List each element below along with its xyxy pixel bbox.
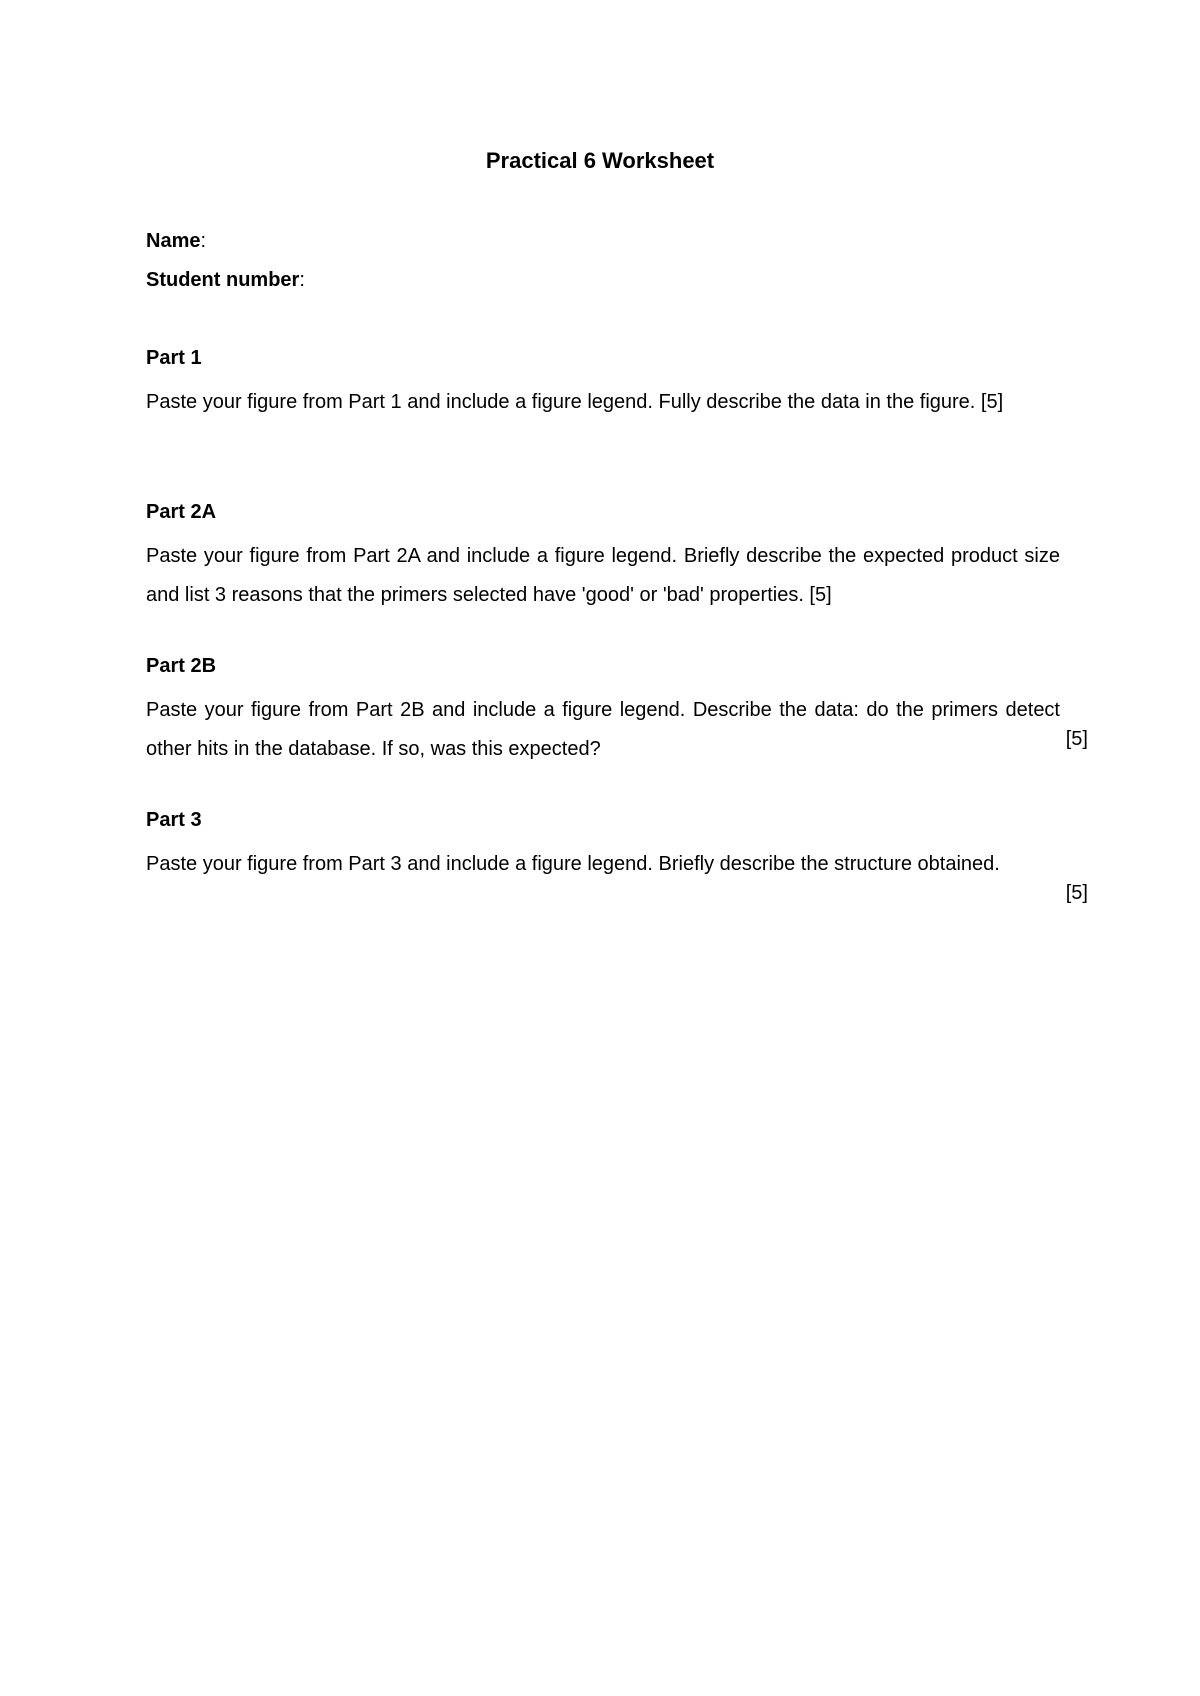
section-part-2b: [146, 652, 1060, 769]
student-number-colon: :: [299, 269, 305, 291]
marks-part-2b: [5]: [1065, 728, 1088, 750]
name-label: Name: [146, 230, 201, 252]
section-part-3: [146, 806, 1060, 884]
marks-part-3: [5]: [1065, 882, 1088, 904]
student-number-label: Student number: [146, 269, 300, 291]
student-number-field: [146, 266, 305, 294]
section-part-2a: [146, 498, 1060, 615]
page-title: Practical 6 Worksheet: [485, 148, 715, 173]
section-heading: Part 2B: [146, 655, 217, 677]
name-colon: :: [200, 230, 207, 252]
section-instructions: Paste your figure from Part 3 and include a figure legend. Briefly describe the structure obtained.: [146, 853, 1000, 875]
section-heading: Part 2A: [146, 501, 217, 523]
section-instructions: Paste your figure from Part 1 and include a figure legend. Fully describe the data in the figure. [5]: [146, 391, 1004, 413]
section-instructions: Paste your figure from Part 2A and include a figure legend. Briefly describe the expected product size and list 3 reasons that the primers selected have 'good' or 'bad' properties. [5]: [146, 545, 1060, 606]
section-heading: Part 3: [146, 809, 202, 831]
section-instructions: Paste your figure from Part 2B and include a figure legend. Describe the data: do the primers detect other hits in the database. If so, was this expected?: [146, 699, 1060, 760]
section-heading: Part 1: [146, 347, 202, 369]
name-field: [146, 227, 206, 255]
section-part-1: [146, 344, 1060, 422]
